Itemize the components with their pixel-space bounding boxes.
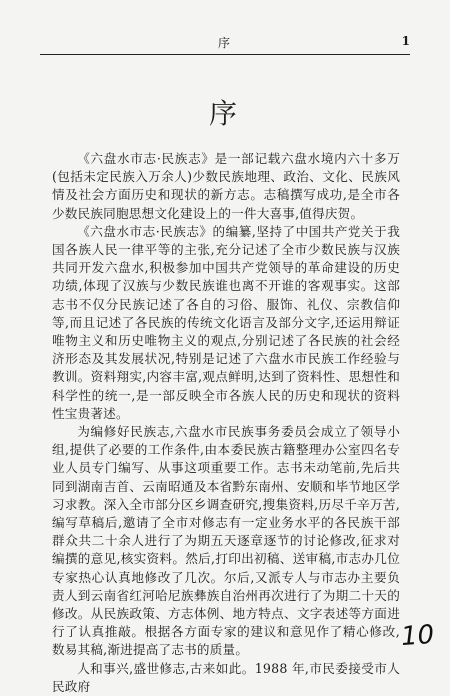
running-title: 序 [217, 36, 232, 50]
page-number: 1 [401, 34, 410, 48]
running-header [40, 34, 410, 52]
paragraph: 《六盘水市志·民族志》是一部记载六盘水境内六十多万(包括未定民族入万余人)少数民族地理、政治、文化、民族风情及社会方面历史和现状的新方志。志稿撰写成功,是全市各少数民族同胞思想文化建设上的一件大喜事,值得庆贺。 [52, 151, 400, 221]
body-text [52, 150, 400, 696]
chapter-title: 序 [208, 97, 241, 130]
paragraph: 为编修好民族志,六盘水市民族事务委员会成立了领导小组,提供了必要的工作条件,由本委民族古籍整理办公室四名专业人员专门编写、从事这项重要工作。志书未动笔前,先后共同到湖南吉首、云南昭通及本省黔东南州、安顺和毕节地区学习求教。深入全市部分区乡调查研究,搜集资料,历尽千辛万苦,编写草稿后,邀请了全市对修志有一定业务水平的各民族干部群众共二十余人进行了为期五天逐章逐节的讨论修改,征求对编撰的意见,核实资料。然后,打印出初稿、送审稿,市志办几位专家热心认真地修改了几次。尔后,又派专人与市志办主要负责人到云南省红河哈尼族彝族自治州再次进行了为期二十天的修改。从民族政策、方志体例、地方特点、文字表述等方面进行了认真推敲。根据各方面专家的建议和意见作了精心修改,数易其稿,渐进提高了志书的质量。 [52, 424, 400, 658]
handwritten-annotation: 10 [399, 619, 436, 653]
paragraph: 《六盘水市志·民族志》的编纂,坚持了中国共产党关于我国各族人民一律平等的主张,充分记述了全市少数民族与汉族共同开发六盘水,积极参加中国共产党领导的革命建设的历史功绩,体现了汉族与少数民族谁也离不开谁的客观事实。这部志书不仅分民族记述了各自的习俗、服饰、礼仪、宗教信仰等,而且记述了各民族的传统文化语言及部分文字,还运用辩证唯物主义和历史唯物主义的观点,分别记述了各民族的社会经济形态及其发展状况,特别是记述了六盘水市民族工作经验与教训。资料翔实,内容丰富,观点鲜明,达到了资料性、思想性和科学性的统一,是一部反映全市各族人民的历史和现状的资料性宝贵著述。 [52, 223, 400, 421]
header-divider [40, 54, 410, 55]
paragraph: 人和事兴,盛世修志,古来如此。1988 年,市民委接受市人民政府 [52, 660, 400, 694]
